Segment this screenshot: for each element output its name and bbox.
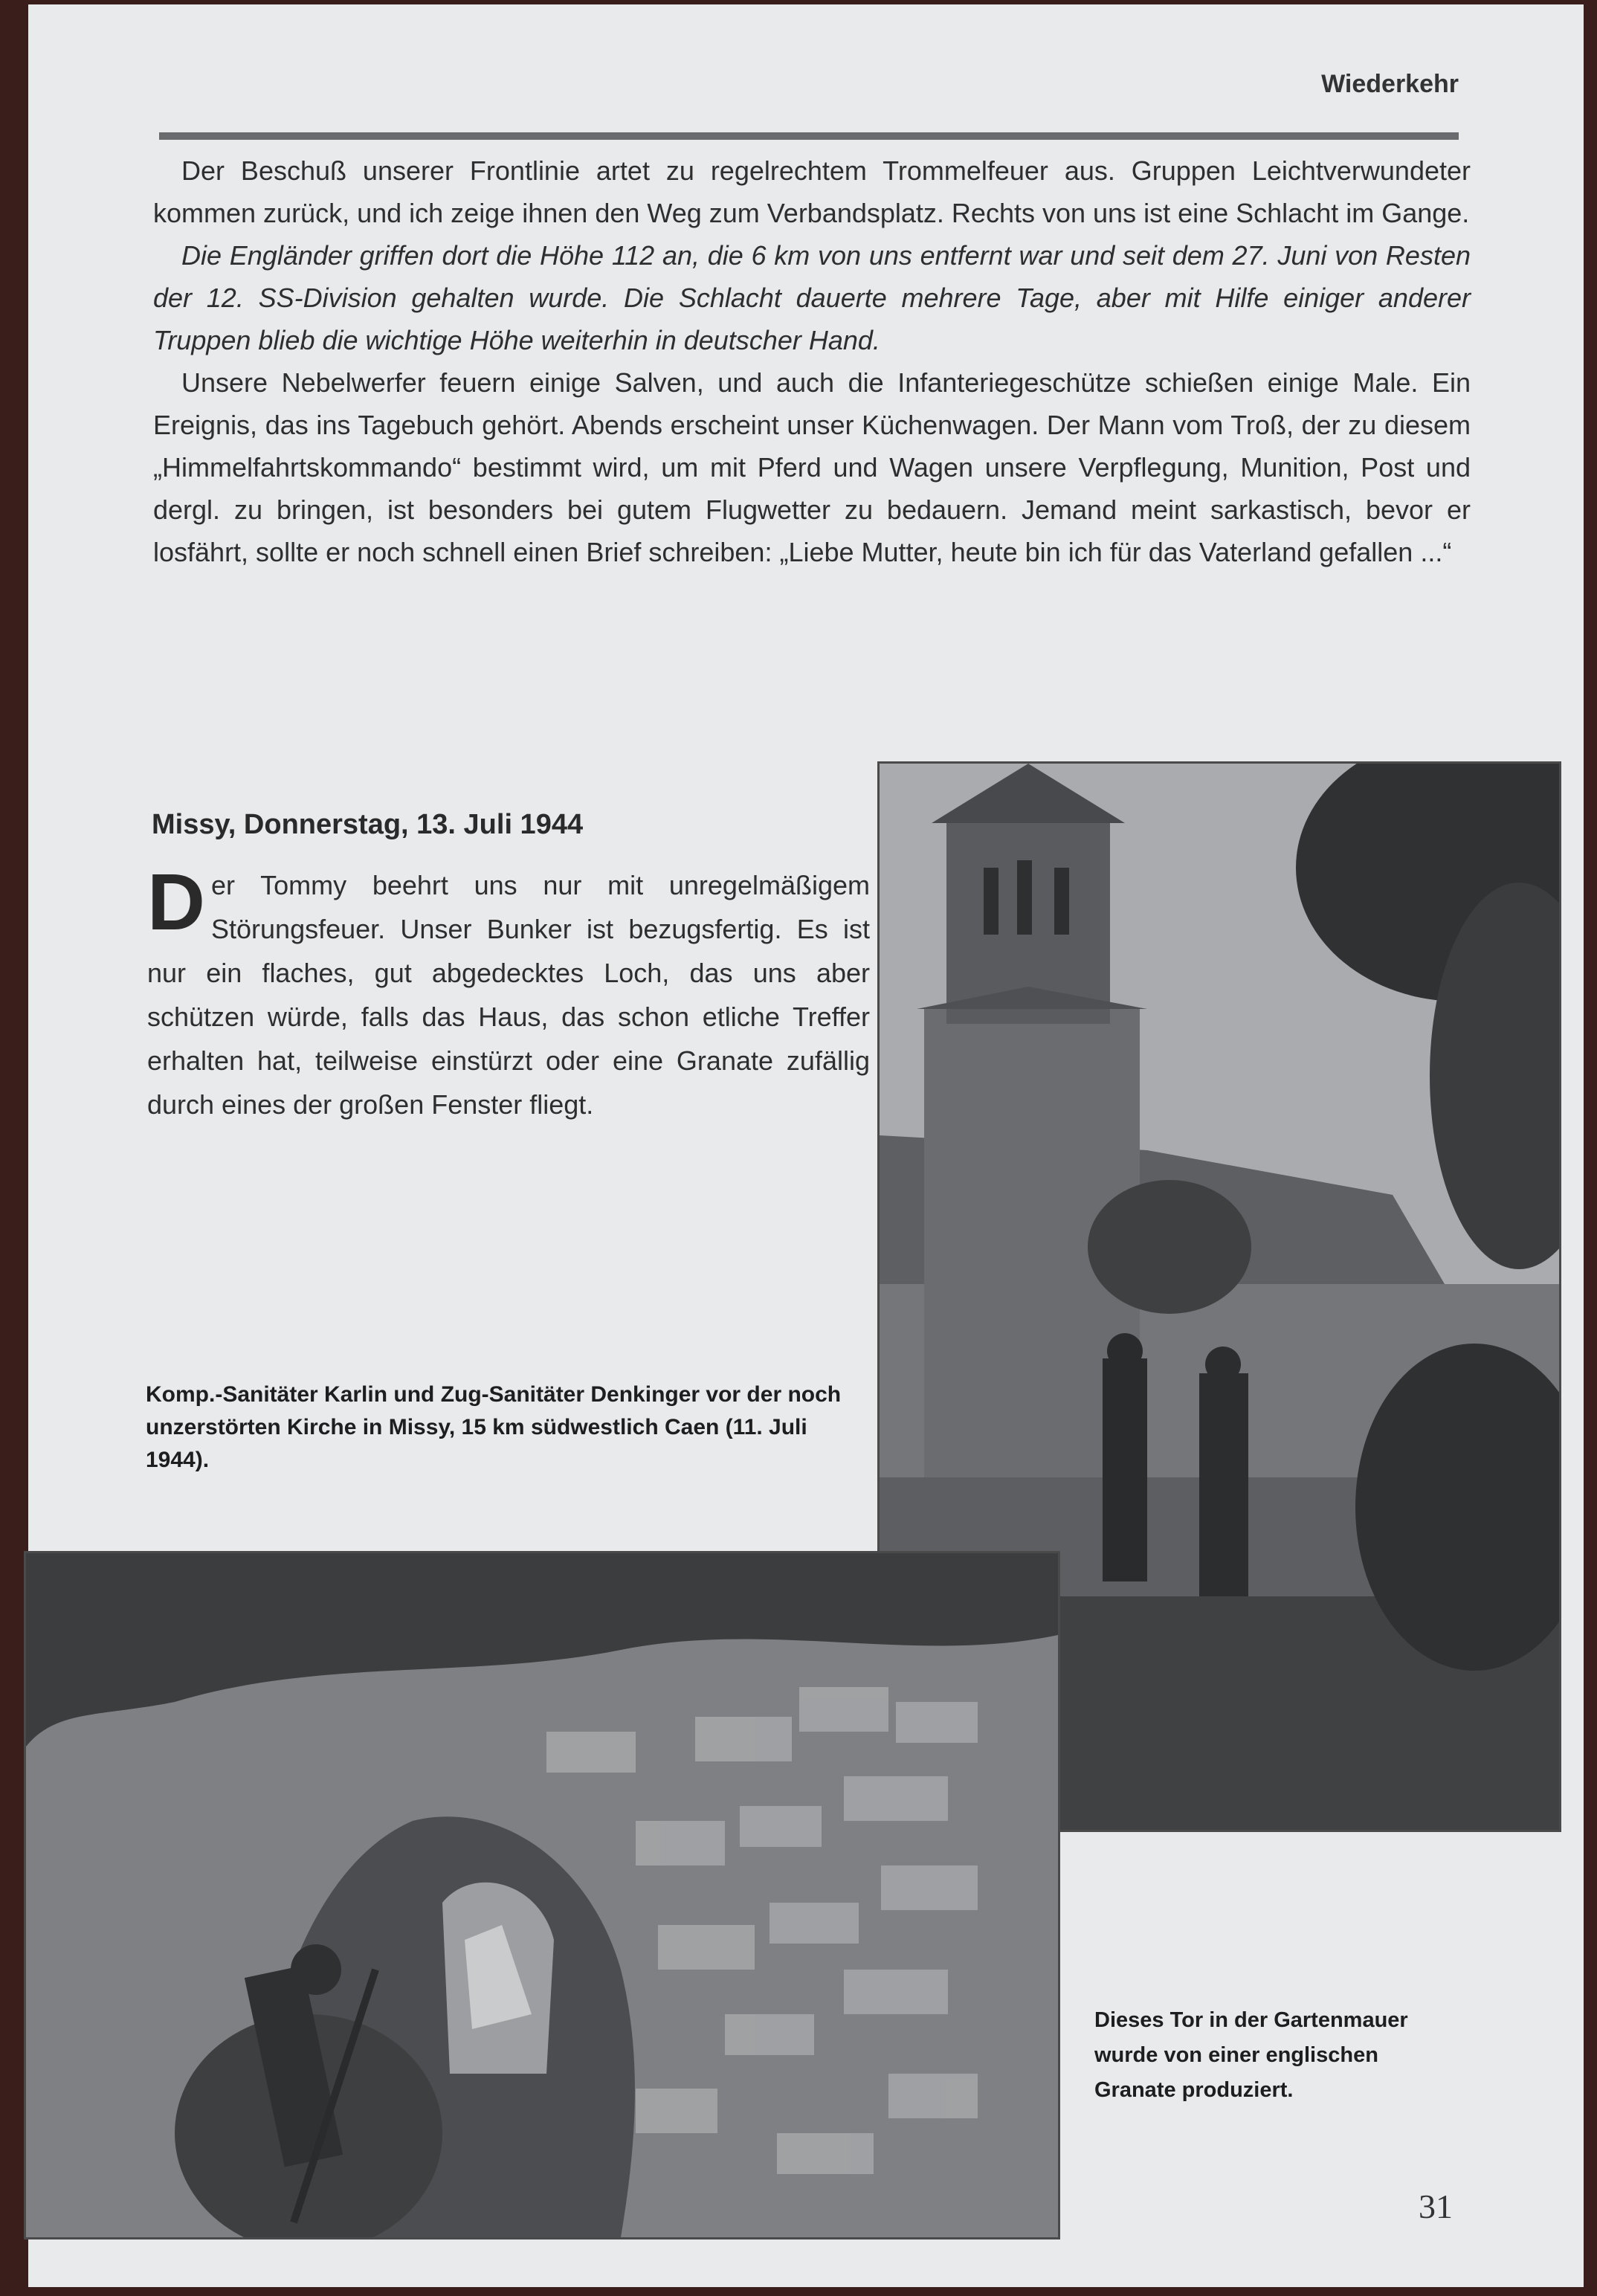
- section-text: [147, 857, 870, 1126]
- church-photo-caption: Komp.-Sanitäter Karlin und Zug-Sanitäter Denkinger vor der noch unzerstörten Kirche in Missy, 15 km südwestlich Caen (11. Juli 1944).: [146, 1382, 842, 1472]
- paragraph-3: Unsere Nebelwerfer feuern einige Salven, und auch die Infanteriegeschütze schießen einige Male. Ein Ereignis, das ins Tagebuch gehört. Abends erscheint unser Küchenwagen. Der Mann vom Troß, der zu diesem „Himmelfahrtskommando“ bestimmt wird, um mit Pferd und Wagen unsere Verpflegung, Munition, Post und dergl. zu bringen, ist besonders bei gutem Flugwetter zu bedauern. Jemand meint sarkastisch, bevor er losfährt, sollte er noch schnell einen Brief schreiben: „Liebe Mutter, heute bin ich für das Vaterland gefallen ...“: [153, 367, 1471, 567]
- garden-wall-photo-caption: Dieses Tor in der Gartenmauer wurde von einer englischen Granate produziert.: [1094, 2008, 1408, 2102]
- paragraph-2-italic: Die Engländer griffen dort die Höhe 112 an, die 6 km von uns entfernt war und seit dem 27. Juni von Resten der 12. SS-Division gehalten wurde. Die Schlacht dauerte mehrere Tage, aber mit Hilfe einiger anderer Truppen blieb die wichtige Höhe weiterhin in deutscher Hand.: [153, 240, 1471, 355]
- header-rule: [159, 132, 1459, 140]
- section-body: er Tommy beehrt uns nur mit unregelmäßigem Störungsfeuer. Unser Bunker ist bezugsfertig. Es ist nur ein flaches, gut abgedecktes Loch, das uns aber schützen würde, falls das Haus, das schon etliche Treffer erhalten hat, teilweise einstürzt oder eine Granate zufällig durch eines der großen Fenster fliegt.: [147, 870, 870, 1120]
- book-page: [28, 4, 1584, 2287]
- section-title: Missy, Donnerstag, 13. Juli 1944: [152, 809, 584, 840]
- running-head: Wiederkehr: [1321, 70, 1459, 98]
- garden-wall-photo: [24, 1551, 1060, 2239]
- body-text: [153, 149, 1471, 573]
- page-number: 31: [1419, 2187, 1453, 2225]
- paragraph-1: Der Beschuß unserer Frontlinie artet zu regelrechtem Trommelfeuer aus. Gruppen Leichtverwundeter kommen zurück, und ich zeige ihnen den Weg zum Verbandsplatz. Rechts von uns ist eine Schlacht im Gange.: [153, 155, 1471, 228]
- drop-cap: D: [147, 857, 205, 947]
